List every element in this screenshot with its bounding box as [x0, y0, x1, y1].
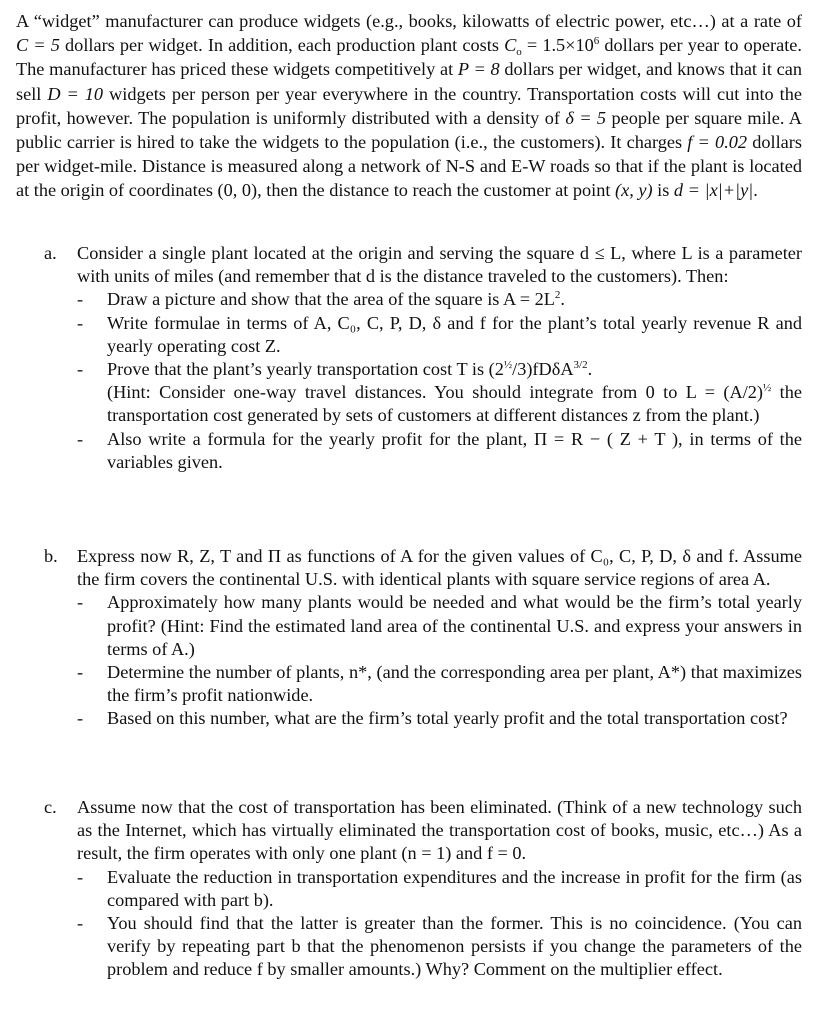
part-b-text: Express now R, Z, T and Π as functions of A for the given values of C₀, C, P, D, δ and f. Assume the firm covers the continental U.S. with identical plants with square service regions of area A.: [77, 546, 802, 590]
hint-text: [107, 381, 802, 427]
part-c-bullets: [44, 866, 802, 982]
list-item: [44, 288, 802, 311]
bullet-text: .: [587, 359, 593, 380]
list-item: [44, 866, 802, 912]
intro-text: dollars per widget. In addition, each production plant costs: [59, 35, 505, 56]
exponent: ½: [763, 382, 772, 395]
bullet-text: Prove that the plant’s yearly transportation cost T is (2: [107, 359, 504, 380]
bullet-dash: -: [77, 428, 84, 449]
list-item: [44, 358, 802, 428]
hint-body: (Hint: Consider one-way travel distances. You should integrate from 0 to L = (A/2): [107, 382, 764, 403]
exponent: 2: [554, 289, 561, 302]
exponent: ½: [503, 359, 513, 372]
bullet-text: Write formulae in terms of A, C₀, C, P, D, δ and f for the plant’s total yearly revenue R and yearly operating cost Z.: [107, 312, 802, 356]
bullet-dash: -: [77, 312, 84, 333]
hint-body: the transportation cost generated by sets of customers at different distances z from the plant.): [107, 382, 803, 426]
list-item: [44, 661, 802, 707]
part-a-head: [44, 242, 802, 288]
intro-text: dollars per widget, and knows that it can sell: [16, 59, 802, 104]
list-item: [44, 591, 802, 661]
customer-point: (x, y): [615, 180, 653, 201]
bullet-text: /3)fDδA: [512, 359, 574, 380]
cost-per-widget: C = 5: [16, 35, 60, 56]
intro-text: dollars per widget-mile. Distance is measured along a network of N-S and E-W roads so that if the plant is located at the origin of coordinates (0, 0), then the distance to reach the customer at point: [16, 132, 802, 201]
part-b: [44, 545, 802, 731]
bullet-text: You should find that the latter is greater than the former. This is no coincidence. (You can verify by repeating part b that the phenomenon persists if you change the parameters of the problem and reduce f by smaller amounts.) Why? Comment on the multiplier effect.: [107, 913, 802, 980]
bullet-text: Approximately how many plants would be needed and what would be the firm’s total yearly profit? (Hint: Find the estimated land area of the continental U.S. and express your answers in terms of A.): [107, 592, 802, 659]
bullet-text: Based on this number, what are the firm’s total yearly profit and the total transportation cost?: [107, 708, 788, 729]
part-c-letter: c.: [44, 797, 57, 817]
list-item: [44, 912, 802, 982]
part-c: [44, 796, 802, 982]
intro-text: dollars per year to operate. The manufacturer has priced these widgets competitively at: [16, 35, 802, 80]
part-c-head: [44, 796, 802, 866]
list-item: [44, 428, 802, 474]
part-b-bullets: [44, 591, 802, 730]
bullet-text: .: [560, 289, 565, 310]
intro-text: people per square mile. A public carrier is hired to take the widgets to the population (i.e., the customers). It charges: [16, 107, 803, 153]
intro-paragraph: [16, 9, 802, 203]
bullet-dash: -: [77, 662, 84, 683]
plant-cost-symbol: C: [504, 35, 517, 56]
plant-cost-value: = 1.5×10: [521, 35, 594, 56]
bullet-dash: -: [77, 913, 84, 934]
plant-cost-exponent: 6: [593, 35, 600, 48]
density-value: δ = 5: [565, 107, 607, 128]
part-a-bullets: [44, 288, 802, 474]
bullet-text: Draw a picture and show that the area of the square is A = 2L: [107, 289, 555, 310]
part-a-letter: a.: [44, 243, 57, 263]
list-item: [44, 707, 802, 730]
bullet-text: Evaluate the reduction in transportation expenditures and the increase in profit for the firm (as compared with part b).: [107, 866, 802, 910]
freight-rate-value: f = 0.02: [687, 132, 748, 153]
bullet-text: Determine the number of plants, n*, (and the corresponding area per plant, A*) that maximizes the firm’s profit nationwide.: [107, 662, 802, 706]
part-a: [44, 242, 802, 474]
part-c-text: Assume now that the cost of transportation has been eliminated. (Think of a new technology such as the Internet, which has virtually eliminated the transportation cost of books, music, etc…) As a result, the firm operates with only one plant (n = 1) and f = 0.: [77, 797, 802, 864]
price-value: P = 8: [457, 59, 500, 80]
exponent: 3/2: [573, 359, 588, 372]
bullet-dash: -: [77, 866, 84, 887]
distance-formula: d = |x|+|y|: [673, 180, 754, 201]
intro-text: .: [753, 180, 758, 201]
list-item: [44, 312, 802, 358]
plant-cost-subscript: o: [516, 46, 522, 59]
intro-text: A “widget” manufacturer can produce widgets (e.g., books, kilowatts of electric power, etc…) at a rate of: [16, 11, 802, 31]
intro-text: is: [652, 180, 674, 201]
part-b-letter: b.: [44, 546, 58, 566]
part-b-head: [44, 545, 802, 591]
bullet-dash: -: [77, 359, 84, 380]
bullet-dash: -: [77, 592, 84, 613]
bullet-dash: -: [77, 708, 84, 729]
bullet-dash: -: [77, 289, 84, 310]
bullet-text: Also write a formula for the yearly profit for the plant, Π = R − ( Z + T ), in terms of the variables given.: [107, 428, 802, 472]
intro-text: widgets per person per year everywhere in the country. Transportation costs will cut into the profit, however. The population is uniformly distributed with a density of: [16, 83, 802, 128]
demand-value: D = 10: [47, 83, 104, 104]
part-a-text: Consider a single plant located at the origin and serving the square d ≤ L, where L is a parameter with units of miles (and remember that d is the distance traveled to the customers). Then:: [77, 243, 802, 287]
